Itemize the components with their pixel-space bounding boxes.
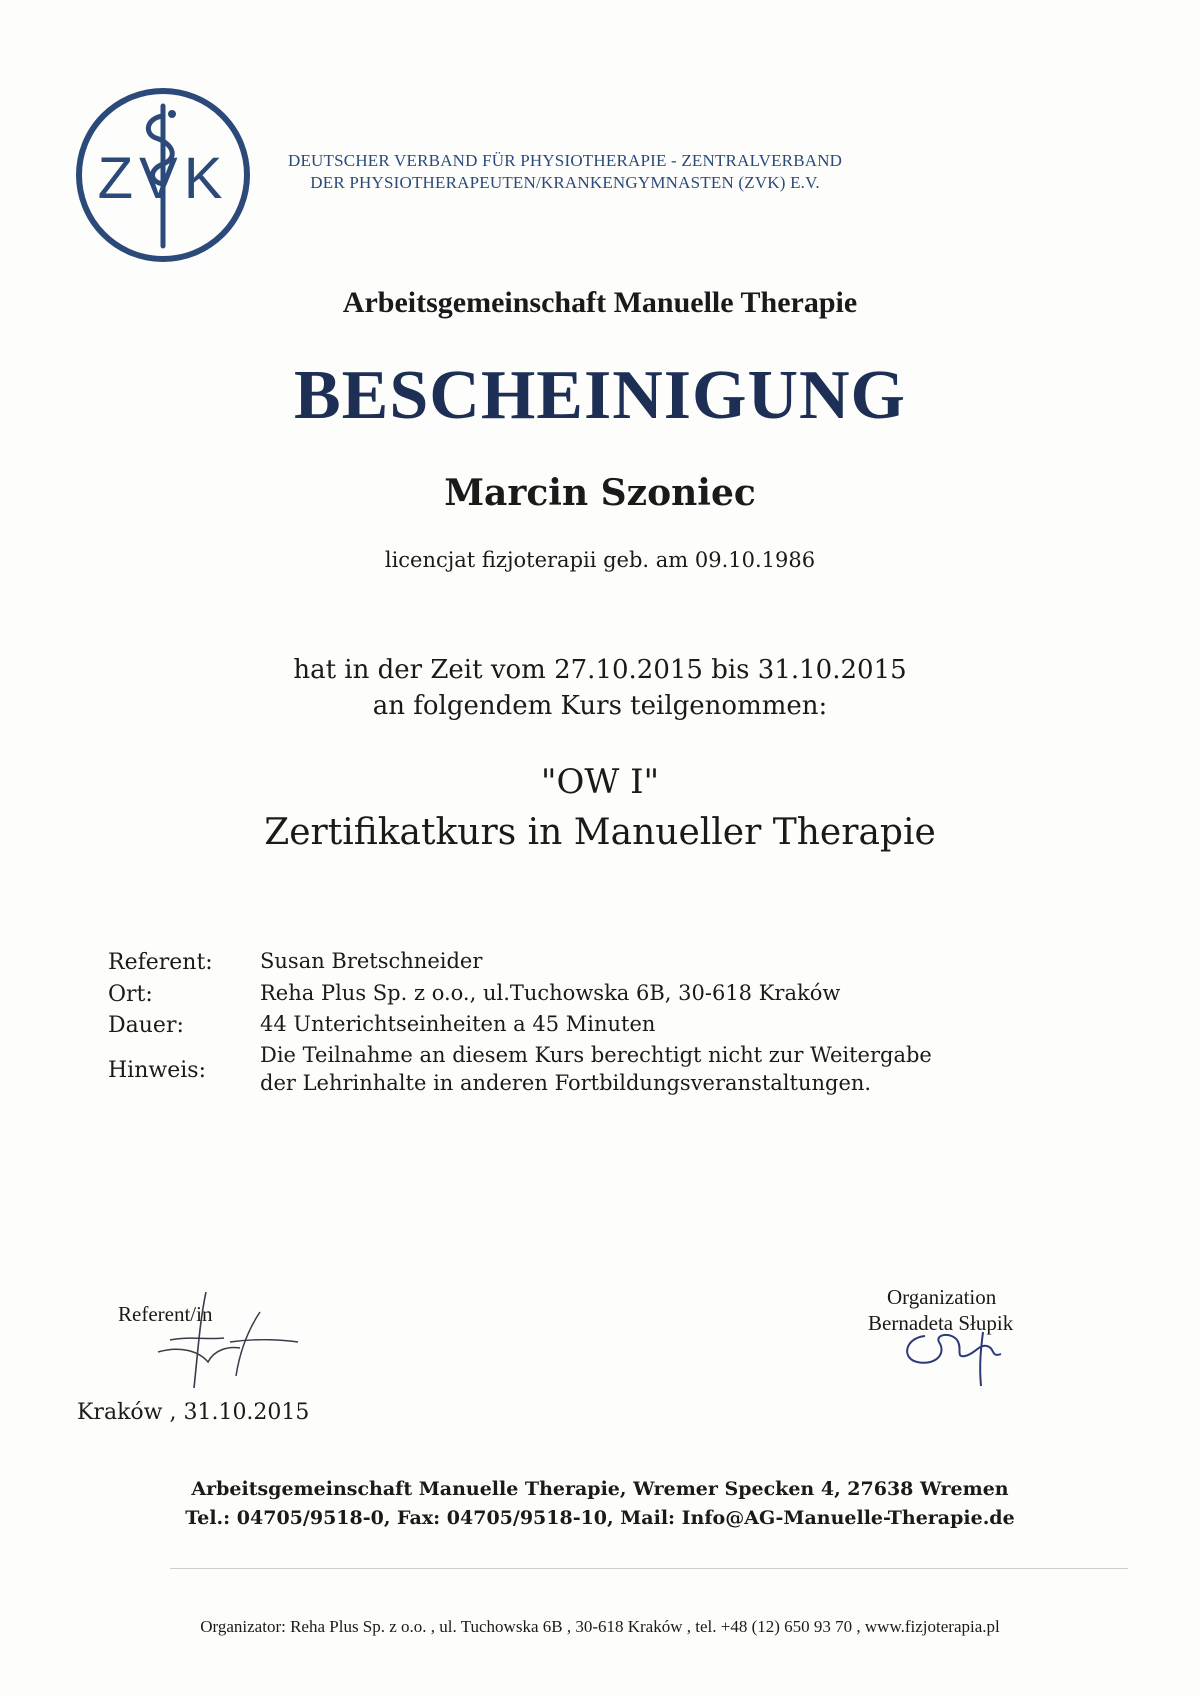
course-code: "OW I" [540,762,660,802]
footer-address-line: Arbeitsgemeinschaft Manuelle Therapie, Wremer Specken 4, 27638 Wremen [191,1478,1009,1500]
place-and-date: Kraków , 31.10.2015 [77,1400,310,1425]
document-title: BESCHEINIGUNG [293,357,907,434]
organization-signature-label: Organization [887,1285,997,1309]
course-period [0,652,1200,724]
zvk-logo-text: ZVK [97,146,229,211]
period-line-1: hat in der Zeit vom 27.10.2015 bis 31.10.2015 [293,655,907,685]
org-header [288,150,842,194]
org-header-line-2: DER PHYSIOTHERAPEUTEN/KRANKENGYMNASTEN (ZVK) E.V. [310,173,820,192]
detail-value-hinweis-line-1: Die Teilnahme an diesem Kurs berechtigt nicht zur Weitergabe [260,1043,932,1067]
organization-signer-name: Bernadeta Słupik [868,1311,1014,1335]
referent-signature-label: Referent/in [118,1302,213,1326]
organization-signature [895,1318,1025,1390]
detail-value-referent: Susan Bretschneider [260,949,483,973]
detail-label-hinweis: Hinweis: [108,1058,206,1083]
organizer-line: Organizator: Reha Plus Sp. z o.o. , ul. Tuchowska 6B , 30-618 Kraków , tel. +48 (12) 650 93 70 , www.fizjoterapia.pl [200,1617,1000,1636]
period-line-2: an folgendem Kurs teilgenommen: [372,691,828,721]
footer-contact-line: Tel.: 04705/9518-0, Fax: 04705/9518-10, Mail: Info@AG-Manuelle-Therapie.de [185,1507,1015,1529]
detail-label-referent: Referent: [108,950,213,975]
detail-label-dauer: Dauer: [108,1013,184,1038]
association-title: Arbeitsgemeinschaft Manuelle Therapie [342,286,858,319]
detail-value-ort: Reha Plus Sp. z o.o., ul.Tuchowska 6B, 30-618 Kraków [260,981,841,1005]
person-name: Marcin Szoniec [444,472,756,514]
course-name: Zertifikatkurs in Manueller Therapie [264,812,936,853]
person-subtitle: licencjat fizjoterapii geb. am 09.10.1986 [384,548,816,572]
footer-divider [170,1568,1128,1569]
detail-value-dauer: 44 Unterichtseinheiten a 45 Minuten [260,1012,656,1036]
org-header-line-1: DEUTSCHER VERBAND FÜR PHYSIOTHERAPIE - ZENTRALVERBAND [288,151,843,170]
detail-label-ort: Ort: [108,982,153,1007]
detail-value-hinweis-line-2: der Lehrinhalte in anderen Fortbildungsveranstaltungen. [260,1071,872,1095]
zvk-logo [74,86,252,264]
referent-signature [148,1290,328,1400]
